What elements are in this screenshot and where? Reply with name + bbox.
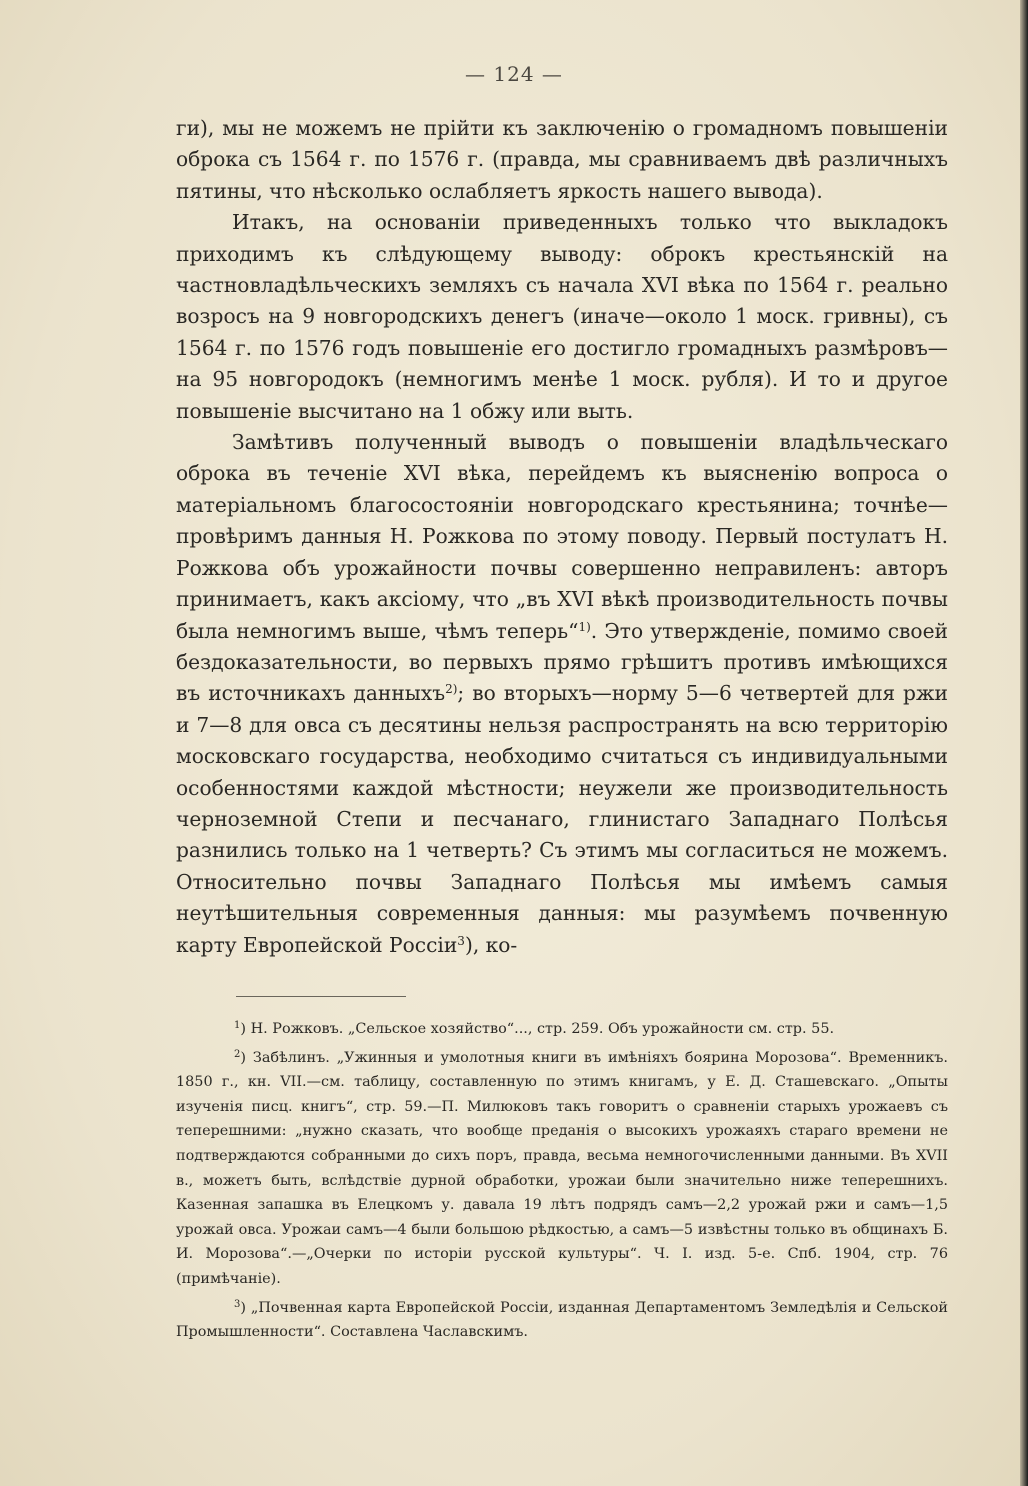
footnote-text-1: ) Н. Рожковъ. „Сельское хозяйство“..., стр. 259. Объ урожайности см. стр. 55.	[240, 1021, 835, 1037]
footnote-2	[176, 1046, 948, 1292]
footnote-text-2: ) Забѣлинъ. „Ужинныя и умолотныя книги въ имѣніяхъ боярина Морозова“. Временникъ. 1850 г., кн. VII.—см. таблицу, составленную по этимъ книгамъ, у Е. Д. Сташевскаго. „Опыты изученія писц. книгъ“, стр. 59.—П. Милюковъ такъ говоритъ о сравненіи старыхъ урожаевъ съ теперешними: „нужно сказать, что вообще преданія о высокихъ урожаяхъ стараго времени не подтверждаются собранными до сихъ поръ, правда, весьма немногочисленными данными. Въ XVII в., можетъ быть, вслѣдствіе дурной обработки, урожаи были значительно ниже теперешнихъ. Казенная запашка въ Елецкомъ у. давала 19 лѣтъ подрядъ самъ—2,2 урожай ржи и самъ—1,5 урожай овса. Урожаи самъ—4 были большою рѣдкостью, а самъ—5 извѣстны только въ общинахъ Б. И. Морозова“.—„Очерки по исторіи русской культуры“. Ч. I. изд. 5-е. Спб. 1904, стр. 76 (примѣчаніе).	[176, 1049, 948, 1287]
footnote-ref-1: 1)	[578, 619, 591, 634]
paragraph-harvest	[176, 427, 948, 961]
paragraph-harvest-part-2: . Это утвержденіе, помимо своей бездоказательности, во первыхъ прямо грѣшитъ противъ имѣющихся въ источникахъ данныхъ	[176, 618, 948, 706]
footnote-number-2: 2	[234, 1048, 241, 1060]
page-number: — 124 —	[465, 62, 563, 86]
footnote-1	[176, 1017, 948, 1042]
paragraph-harvest-part-4: ), ко-	[464, 932, 518, 957]
paragraph-harvest-part-3: ; во вторыхъ—норму 5—6 четвертей для ржи и 7—8 для овса съ десятины нельзя распространять на всю территорію московскаго государства, необходимо считаться съ индивидуальными особенностями каждой мѣстности; неужели же производительность черноземной Степи и песчанаго, глинистаго Западнаго Полѣсья разнились только на 1 четверть? Съ этимъ мы согласиться не можемъ. Относительно почвы Западнаго Полѣсья мы имѣемъ самыя неутѣшительныя современныя данныя: мы разумѣемъ почвенную карту Европейской Россіи	[176, 681, 948, 957]
page-edge-shadow	[1020, 0, 1028, 1486]
paragraph-conclusion: Итакъ, на основаніи приведенныхъ только что выкладокъ приходимъ къ слѣдующему выводу: оброкъ крестьянскій на частновладѣльческихъ земляхъ съ начала XVI вѣка по 1564 г. реально возросъ на 9 новгородскихъ денегъ (иначе—около 1 моск. гривны), съ 1564 г. по 1576 годъ повышеніе его достигло громадныхъ размѣровъ— на 95 новгородокъ (немногимъ менѣе 1 моск. рубля). И то и другое повышеніе высчитано на 1 обжу или выть.	[176, 210, 948, 423]
footnote-number-1: 1	[234, 1020, 241, 1031]
paragraph-continued: ги), мы не можемъ не прійти къ заключенію о громадномъ повышеніи оброка съ 1564 г. по 1576 г. (правда, мы сравниваемъ двѣ различныхъ пятины, что нѣсколько ослабляетъ яркость нашего вывода).	[176, 116, 948, 203]
footnote-number-3: 3	[234, 1298, 241, 1310]
main-text	[176, 113, 948, 961]
footnote-ref-2: 2)	[445, 682, 458, 697]
footnote-ref-3: 3	[457, 933, 465, 948]
footnote-3	[176, 1296, 948, 1345]
footnotes	[176, 1017, 948, 1349]
footnote-separator	[236, 996, 406, 997]
footnote-text-3: ) „Почвенная карта Европейской Россіи, изданная Департаментомъ Земледѣлія и Сельской Промышленности“. Составлена Чаславскимъ.	[176, 1299, 948, 1341]
paragraph-harvest-part-1: Замѣтивъ полученный выводъ о повышеніи владѣльческаго оброка въ теченіе XVI вѣка, перейдемъ къ выясненію вопроса о матеріальномъ благосостояніи новгородскаго крестьянина; точнѣе—провѣримъ данныя Н. Рожкова по этому поводу. Первый постулатъ Н. Рожкова объ урожайности почвы совершенно неправиленъ: авторъ принимаетъ, какъ аксіому, что „въ XVI вѣкѣ производительность почвы была немногимъ выше, чѣмъ теперь“	[176, 430, 948, 643]
